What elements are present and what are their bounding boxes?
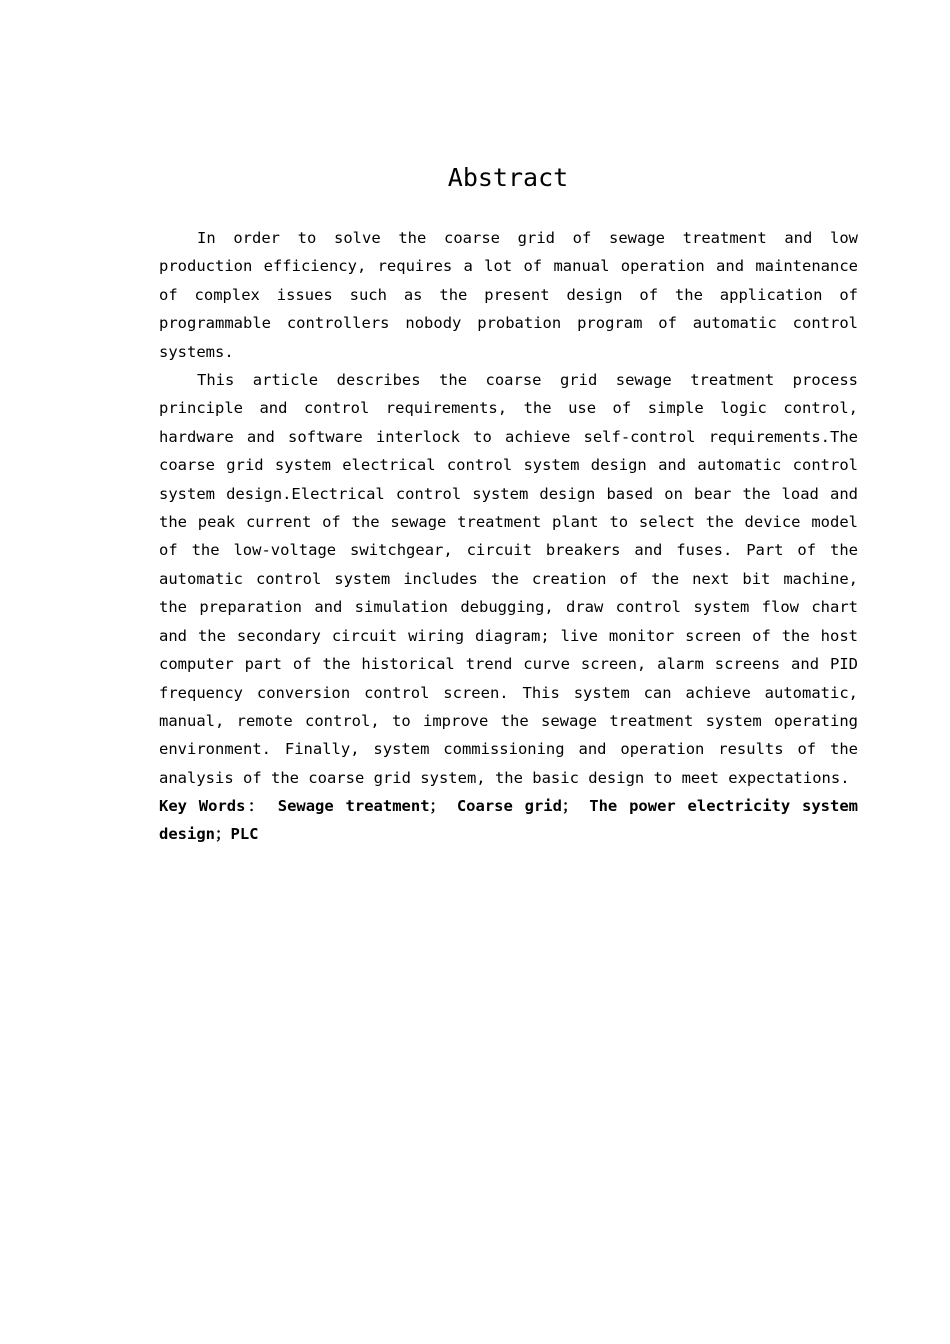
abstract-paragraph-1: In order to solve the coarse grid of sewage treatment and low production efficiency, requires a lot of manual operation and maintenance of complex issues such as the present design of the application of programmable controllers nobody probation program of automatic control systems.	[159, 229, 858, 361]
abstract-body	[159, 224, 858, 792]
keywords-line: Key Words： Sewage treatment； Coarse grid； The power electricity system design；PLC	[159, 797, 858, 844]
page-title: Abstract	[447, 163, 569, 192]
abstract-paragraph-2: This article describes the coarse grid sewage treatment process principle and control requirements, the use of simple logic control, hardware and software interlock to achieve self-control requirements.The coarse grid system electrical control system design and automatic control system design.Electrical control system design based on bear the load and the peak current of the sewage treatment plant to select the device model of the low-voltage switchgear, circuit breakers and fuses. Part of the automatic control system includes the creation of the next bit machine, the preparation and simulation debugging, draw control system flow chart and the secondary circuit wiring diagram; live monitor screen of the host computer part of the historical trend curve screen, alarm screens and PID frequency conversion control screen. This system can achieve automatic, manual, remote control, to improve the sewage treatment system operating environment. Finally, system commissioning and operation results of the analysis of the coarse grid system, the basic design to meet expectations.	[159, 371, 858, 787]
